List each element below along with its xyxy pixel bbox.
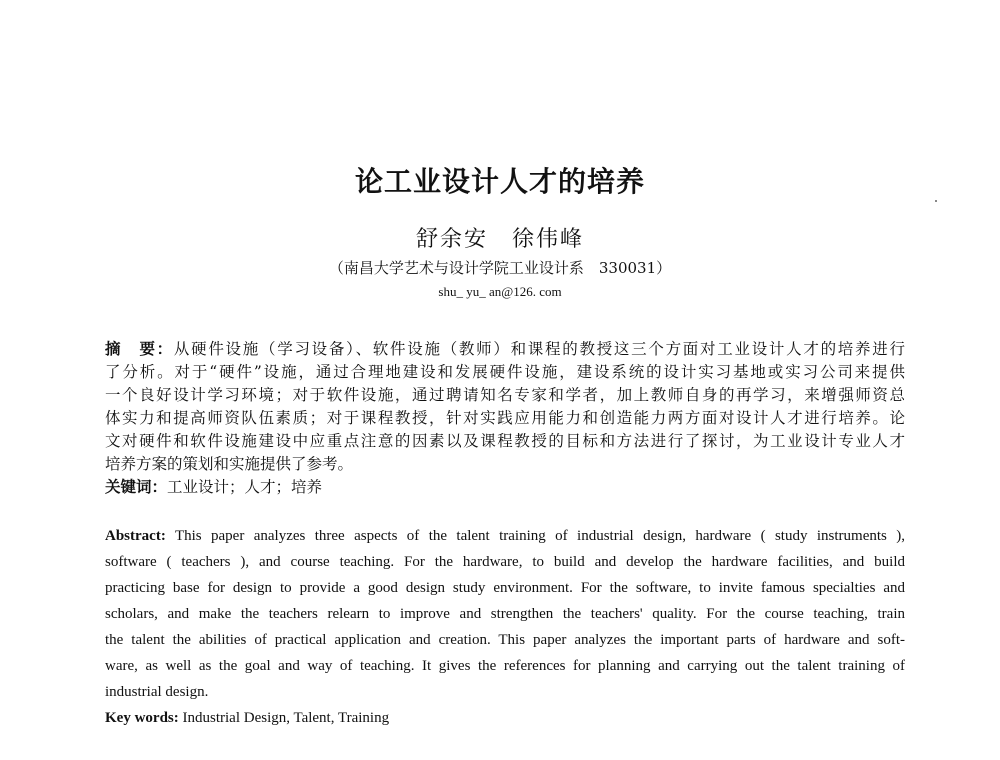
keywords-en-label: Key words: (105, 710, 179, 726)
keywords-en (105, 708, 905, 728)
keywords-zh (105, 476, 905, 498)
paper-title: 论工业设计人才的培养 (354, 165, 645, 198)
abstract-en-line: ware, as well as the goal and way of teaching. It gives the references for planning and carrying out the talent training of (105, 658, 905, 674)
scan-speck (935, 200, 937, 202)
keywords-en-text: Industrial Design, Talent, Training (182, 710, 390, 726)
abstract-zh-label: 摘 要： (105, 339, 174, 358)
abstract-en-line: software ( teachers ), and course teaching. For the hardware, to build and develop the hardware facilities, and build (105, 554, 905, 570)
keywords-zh-text: 工业设计；人才；培养 (167, 478, 323, 496)
affiliation: （南昌大学艺术与设计学院工业设计系 330031） (328, 259, 672, 277)
abstract-zh-line: 培养方案的策划和实施提供了参考。 (105, 455, 354, 473)
keywords-zh-label: 关键词： (105, 477, 168, 496)
abstract-zh-line: 了分析。对于“硬件”设施，通过合理地建设和发展硬件设施，建设系统的设计实习基地或实习公司来提供 (105, 363, 905, 381)
abstract-en-text: This paper analyzes three aspects of the talent training of industrial design, hardware ( study instruments ), (174, 528, 905, 544)
email: shu_ yu_ an@126. com (438, 284, 562, 299)
abstract-zh-line: 体实力和提高师资队伍素质；对于课程教授，针对实践应用能力和创造能力两方面对设计人才进行培养。论 (105, 409, 905, 427)
abstract-zh-line: 一个良好设计学习环境；对于软件设施，通过聘请知名专家和学者，加上教师自身的再学习，来增强师资总 (105, 386, 905, 404)
abstract-en-label: Abstract: (105, 528, 166, 544)
authors: 舒余安 徐伟峰 (415, 227, 584, 252)
abstract-zh-line (105, 338, 905, 360)
abstract-en-line (105, 526, 905, 546)
abstract-en-line: scholars, and make the teachers relearn to improve and strengthen the teachers' quality. For the course teaching, train (105, 606, 905, 622)
abstract-zh-text: 从硬件设施（学习设备）、软件设施（教师）和课程的教授这三个方面对工业设计人才的培养进行 (173, 340, 905, 358)
abstract-en-line: the talent the abilities of practical application and creation. This paper analyzes the important parts of hardware and soft- (105, 632, 905, 648)
abstract-en-line: industrial design. (105, 684, 209, 700)
abstract-en-line: practicing base for design to provide a good design study environment. For the software, to invite famous specialties and (105, 580, 905, 596)
abstract-zh-line: 文对硬件和软件设施建设中应重点注意的因素以及课程教授的目标和方法进行了探讨，为工业设计专业人才 (105, 432, 905, 450)
